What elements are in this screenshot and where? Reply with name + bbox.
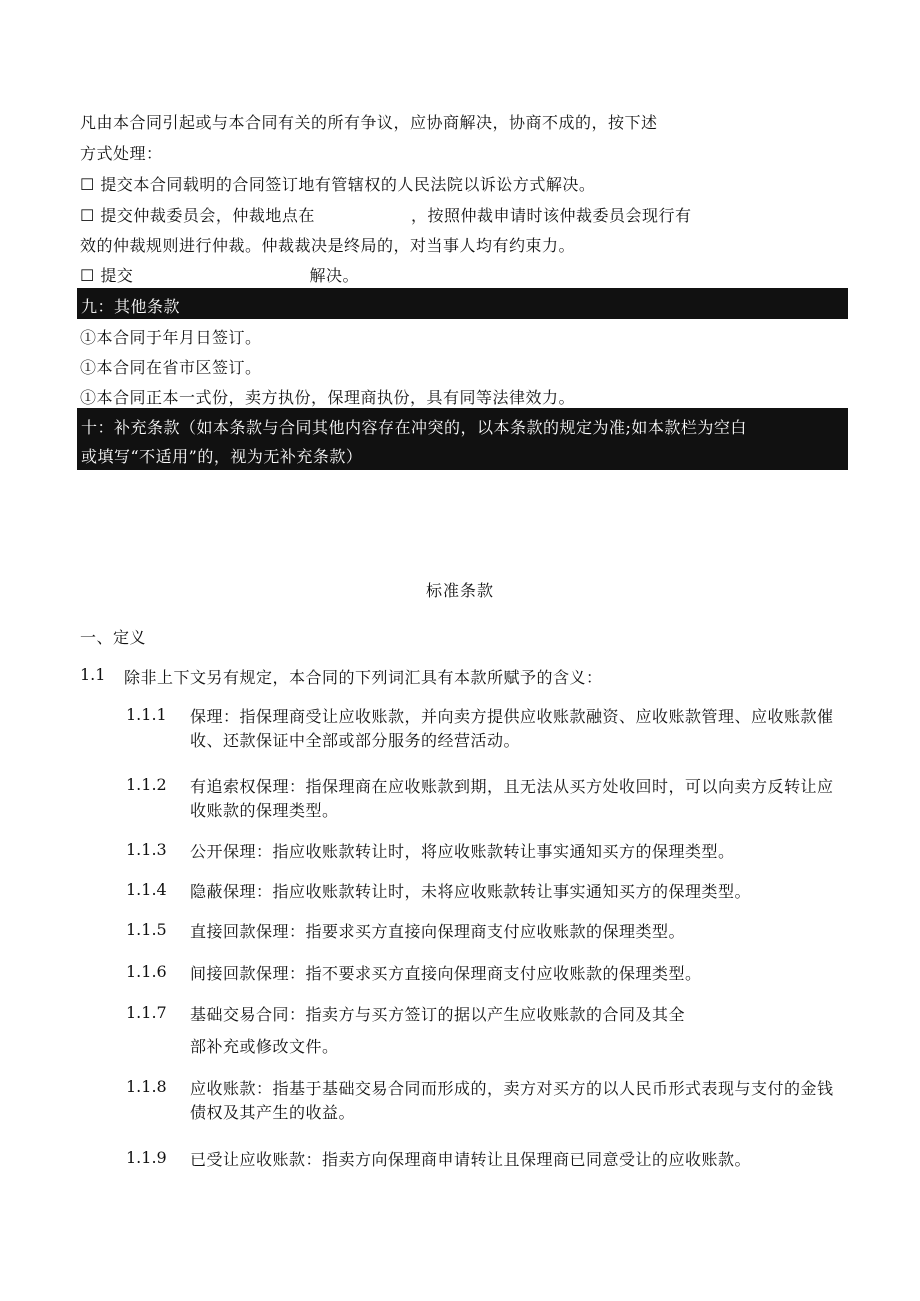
definition-text: 已受让应收账款：指卖方向保理商申请转让且保理商已同意受让的应收账款。 [190, 1150, 752, 1169]
definition-number: 1.1.8 [126, 1077, 167, 1096]
section9-line2: ①本合同在省市区签订。 [80, 358, 262, 377]
definition-number: 1.1.5 [126, 920, 167, 939]
definition-text: 间接回款保理：指不要求买方直接向保理商支付应收账款的保理类型。 [190, 964, 702, 983]
dispute-option-arbitration [80, 203, 691, 226]
arbitration-text-a: ☐ 提交仲裁委员会，仲裁地点在 [80, 206, 315, 225]
section9-heading-bar [77, 288, 848, 319]
section10-heading-line2: 或填写“不适用”的，视为无补充条款） [81, 447, 363, 466]
arbitration-text-b: ，按照仲裁申请时该仲裁委员会现行有 [410, 206, 692, 225]
other-text-a: ☐ 提交 [80, 266, 134, 285]
definition-text: 直接回款保理：指要求买方直接向保理商支付应收账款的保理类型。 [190, 922, 686, 941]
standard-terms-title: 标准条款 [425, 581, 494, 600]
section9-heading: 九：其他条款 [81, 297, 181, 316]
section9-line3: ①本合同正本一式份，卖方执份，保理商执份，具有同等法律效力。 [80, 388, 576, 407]
dispute-option-court: ☐ 提交本合同载明的合同签订地有管辖权的人民法院以诉讼方式解决。 [80, 175, 596, 194]
definition-text-block [190, 1003, 840, 1059]
definition-text: 应收账款：指基于基础交易合同而形成的，卖方对买方的以人民币形式表现与支付的金钱债权及其产生的收益。 [190, 1079, 834, 1122]
section10-heading-line1: 十：补充条款（如本条款与合同其他内容存在冲突的，以本条款的规定为准;如本款栏为空白 [81, 418, 747, 437]
definition-number: 1.1.6 [126, 962, 167, 981]
dispute-intro-line2: 方式处理： [80, 144, 163, 163]
definition-text-line2: 部补充或修改文件。 [190, 1037, 339, 1056]
section10-heading-bar [77, 408, 848, 470]
definition-text: 保理：指保理商受让应收账款，并向卖方提供应收账款融资、应收账款管理、应收账款催收、还款保证中全部或部分服务的经营活动。 [190, 707, 834, 750]
definition-text-line1: 基础交易合同：指卖方与买方签订的据以产生应收账款的合同及其全 [190, 1005, 686, 1024]
other-text-b: 解决。 [309, 266, 359, 285]
definition-number: 1.1.4 [126, 880, 167, 899]
section9-line1: ①本合同于年月日签订。 [80, 328, 262, 347]
definition-text: 隐蔽保理：指应收账款转让时，未将应收账款转让事实通知买方的保理类型。 [190, 882, 752, 901]
definition-number: 1.1.3 [126, 840, 167, 859]
clause-text: 除非上下文另有规定，本合同的下列词汇具有本款所赋予的含义： [124, 668, 603, 687]
definition-text: 有追索权保理：指保理商在应收账款到期，且无法从买方处收回时，可以向卖方反转让应收账款的保理类型。 [190, 777, 834, 820]
definition-number: 1.1.9 [126, 1148, 167, 1167]
definition-text: 公开保理：指应收账款转让时，将应收账款转让事实通知买方的保理类型。 [190, 842, 735, 861]
clause-number: 1.1 [80, 665, 106, 684]
dispute-option-other [80, 263, 359, 286]
definition-number: 1.1.1 [126, 705, 167, 724]
dispute-option-arbitration-cont: 效的仲裁规则进行仲裁。仲裁裁决是终局的，对当事人均有约束力。 [80, 236, 576, 255]
definition-number: 1.1.2 [126, 775, 167, 794]
chapter-heading: 一、定义 [80, 628, 147, 647]
dispute-intro-line1: 凡由本合同引起或与本合同有关的所有争议，应协商解决，协商不成的，按下述 [80, 113, 658, 132]
definition-number: 1.1.7 [126, 1003, 167, 1022]
